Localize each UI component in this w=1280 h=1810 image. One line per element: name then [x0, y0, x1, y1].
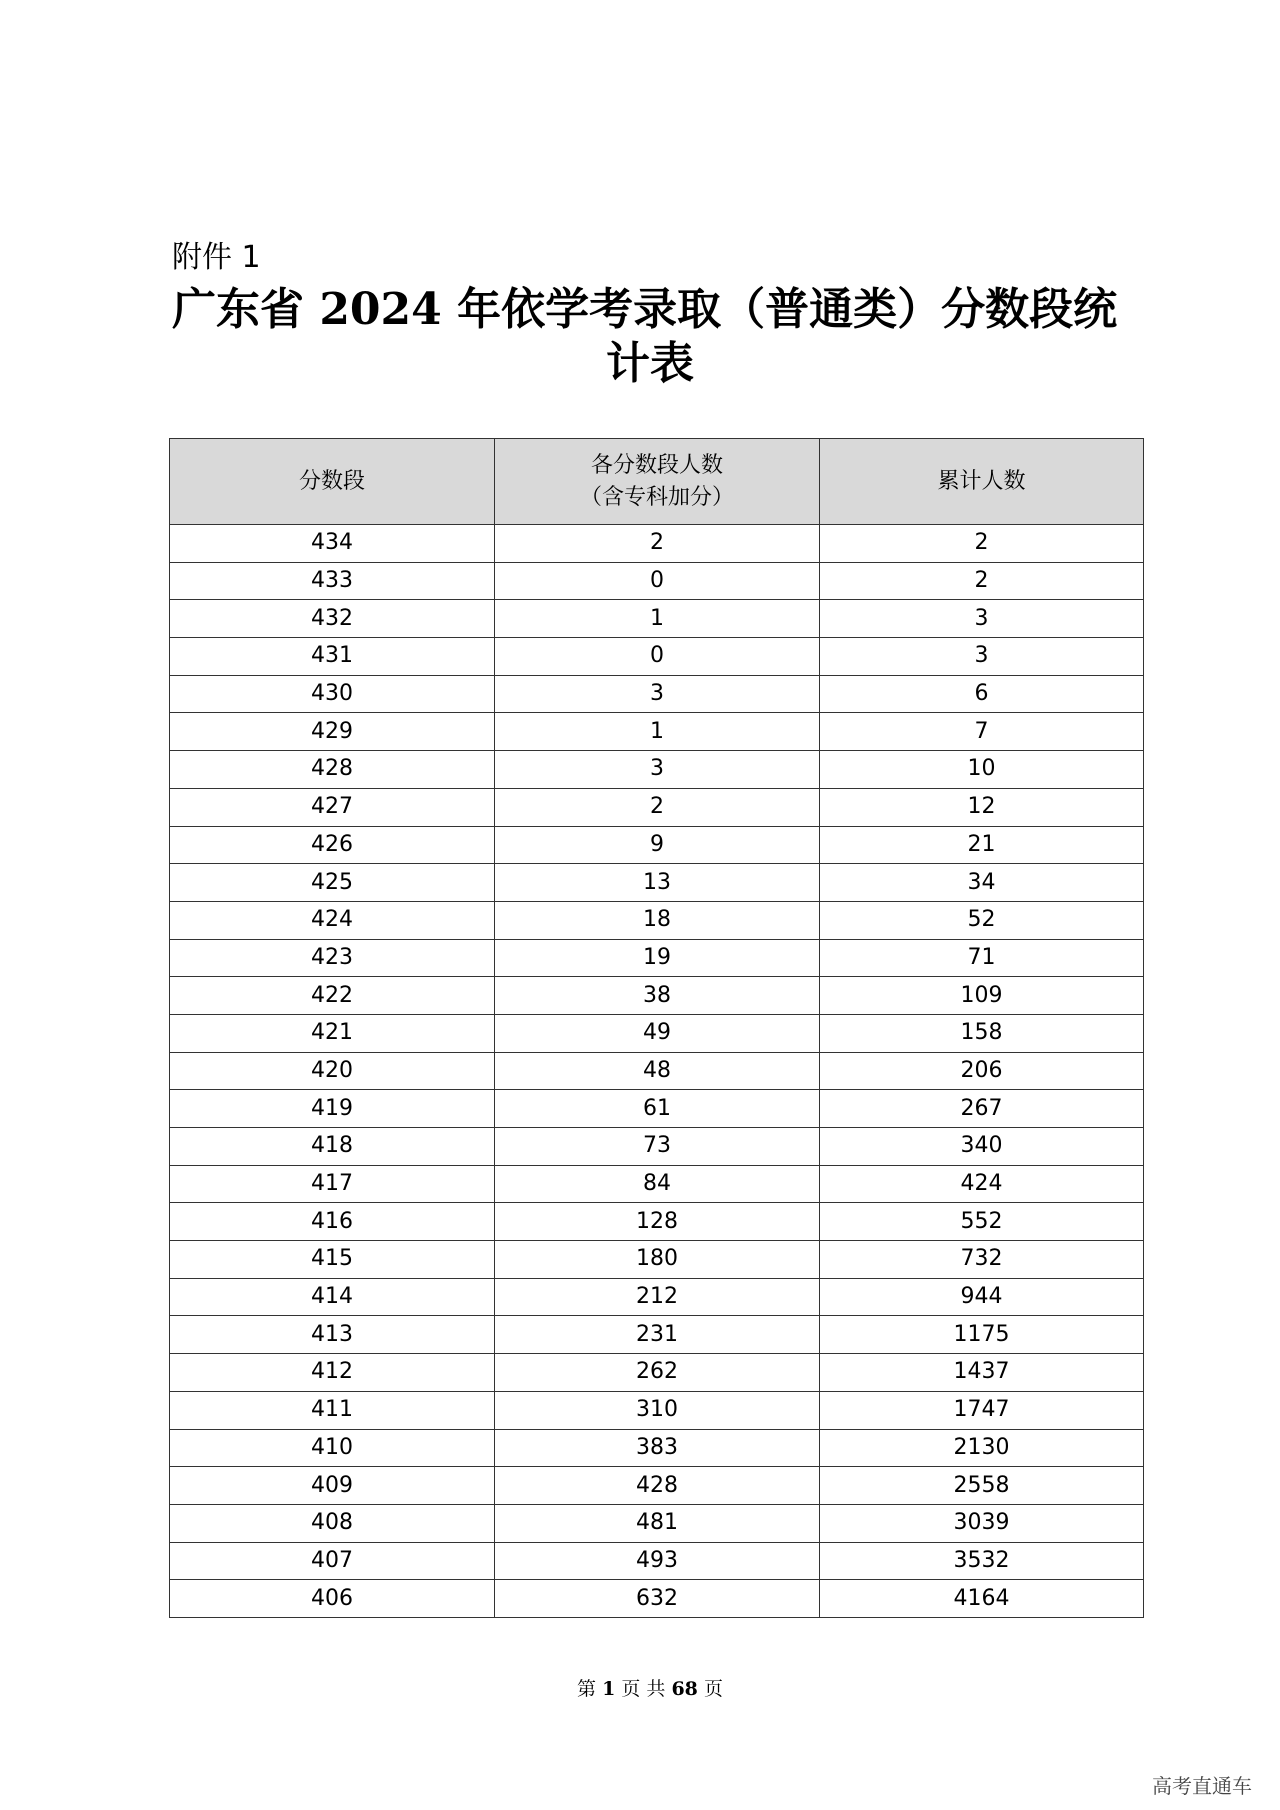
table-row — [170, 1203, 1144, 1241]
table-header-row — [170, 439, 1144, 525]
cell-count: 38 — [495, 977, 820, 1015]
cell-count: 49 — [495, 1014, 820, 1052]
cell-score: 427 — [170, 788, 495, 826]
cell-cumulative: 552 — [820, 1203, 1144, 1241]
cell-cumulative: 1437 — [820, 1354, 1144, 1392]
table-row — [170, 1090, 1144, 1128]
cell-score: 430 — [170, 675, 495, 713]
watermark-text: 高考直通车 — [1152, 1774, 1252, 1798]
cell-score: 431 — [170, 638, 495, 676]
cell-cumulative: 109 — [820, 977, 1144, 1015]
cell-cumulative: 6 — [820, 675, 1144, 713]
cell-cumulative: 732 — [820, 1241, 1144, 1279]
cell-count: 212 — [495, 1278, 820, 1316]
table-row — [170, 751, 1144, 789]
table-row — [170, 1580, 1144, 1618]
cell-score: 416 — [170, 1203, 495, 1241]
cell-count: 48 — [495, 1052, 820, 1090]
cell-score: 420 — [170, 1052, 495, 1090]
footer-total-pages: 68 — [671, 1678, 698, 1700]
table-row — [170, 1165, 1144, 1203]
header-cumulative-count: 累计人数 — [820, 439, 1144, 525]
cell-count: 73 — [495, 1128, 820, 1166]
cell-score: 421 — [170, 1014, 495, 1052]
cell-cumulative: 21 — [820, 826, 1144, 864]
cell-count: 0 — [495, 638, 820, 676]
cell-cumulative: 2130 — [820, 1429, 1144, 1467]
table-row — [170, 1429, 1144, 1467]
cell-count: 128 — [495, 1203, 820, 1241]
cell-cumulative: 2 — [820, 562, 1144, 600]
cell-cumulative: 3039 — [820, 1504, 1144, 1542]
cell-score: 409 — [170, 1467, 495, 1505]
cell-cumulative: 1747 — [820, 1391, 1144, 1429]
cell-score: 414 — [170, 1278, 495, 1316]
table-row — [170, 1504, 1144, 1542]
cell-cumulative: 3 — [820, 600, 1144, 638]
table-row — [170, 1128, 1144, 1166]
cell-score: 417 — [170, 1165, 495, 1203]
header-count-line-2: （含专科加分） — [579, 484, 734, 510]
cell-cumulative: 944 — [820, 1278, 1144, 1316]
cell-count: 2 — [495, 525, 820, 563]
cell-cumulative: 34 — [820, 864, 1144, 902]
cell-count: 13 — [495, 864, 820, 902]
table-row — [170, 864, 1144, 902]
cell-cumulative: 267 — [820, 1090, 1144, 1128]
table-row — [170, 1052, 1144, 1090]
table-row — [170, 901, 1144, 939]
cell-score: 418 — [170, 1128, 495, 1166]
cell-score: 411 — [170, 1391, 495, 1429]
cell-cumulative: 7 — [820, 713, 1144, 751]
cell-count: 84 — [495, 1165, 820, 1203]
cell-cumulative: 2 — [820, 525, 1144, 563]
cell-count: 1 — [495, 600, 820, 638]
cell-cumulative: 3532 — [820, 1542, 1144, 1580]
cell-score: 425 — [170, 864, 495, 902]
table-row — [170, 1391, 1144, 1429]
cell-count: 481 — [495, 1504, 820, 1542]
cell-cumulative: 340 — [820, 1128, 1144, 1166]
cell-cumulative: 424 — [820, 1165, 1144, 1203]
cell-cumulative: 12 — [820, 788, 1144, 826]
cell-cumulative: 3 — [820, 638, 1144, 676]
table-row — [170, 525, 1144, 563]
cell-cumulative: 1175 — [820, 1316, 1144, 1354]
cell-score: 433 — [170, 562, 495, 600]
table-row — [170, 1467, 1144, 1505]
cell-score: 406 — [170, 1580, 495, 1618]
table-row — [170, 562, 1144, 600]
table-row — [170, 675, 1144, 713]
header-count-line-1: 各分数段人数 — [590, 452, 723, 478]
cell-score: 413 — [170, 1316, 495, 1354]
score-distribution-table — [169, 438, 1144, 1618]
cell-cumulative: 2558 — [820, 1467, 1144, 1505]
attachment-label: 附件 1 — [172, 240, 261, 275]
cell-count: 1 — [495, 713, 820, 751]
cell-score: 428 — [170, 751, 495, 789]
cell-score: 432 — [170, 600, 495, 638]
table-row — [170, 1542, 1144, 1580]
page-title — [160, 283, 1140, 391]
cell-score: 407 — [170, 1542, 495, 1580]
cell-score: 410 — [170, 1429, 495, 1467]
cell-count: 428 — [495, 1467, 820, 1505]
cell-count: 19 — [495, 939, 820, 977]
table-row — [170, 977, 1144, 1015]
cell-score: 434 — [170, 525, 495, 563]
footer-prefix: 第 — [577, 1678, 597, 1700]
cell-count: 0 — [495, 562, 820, 600]
cell-cumulative: 52 — [820, 901, 1144, 939]
table-row — [170, 713, 1144, 751]
cell-score: 419 — [170, 1090, 495, 1128]
cell-count: 3 — [495, 675, 820, 713]
title-line-2: 计表 — [606, 338, 694, 389]
cell-cumulative: 158 — [820, 1014, 1144, 1052]
footer-middle: 页 共 — [621, 1678, 666, 1700]
table-row — [170, 1014, 1144, 1052]
cell-count: 3 — [495, 751, 820, 789]
cell-score: 408 — [170, 1504, 495, 1542]
table-row — [170, 788, 1144, 826]
footer-page-number: 1 — [602, 1678, 616, 1700]
cell-count: 383 — [495, 1429, 820, 1467]
cell-count: 262 — [495, 1354, 820, 1392]
header-count-per-range — [495, 439, 820, 525]
table-row — [170, 826, 1144, 864]
cell-count: 493 — [495, 1542, 820, 1580]
table-row — [170, 1316, 1144, 1354]
cell-score: 412 — [170, 1354, 495, 1392]
cell-count: 310 — [495, 1391, 820, 1429]
cell-cumulative: 71 — [820, 939, 1144, 977]
table-row — [170, 638, 1144, 676]
cell-score: 424 — [170, 901, 495, 939]
table-row — [170, 939, 1144, 977]
cell-score: 422 — [170, 977, 495, 1015]
cell-score: 426 — [170, 826, 495, 864]
header-score-range: 分数段 — [170, 439, 495, 525]
table-row — [170, 1278, 1144, 1316]
page-footer — [0, 1676, 1280, 1702]
footer-suffix: 页 — [703, 1678, 723, 1700]
cell-score: 423 — [170, 939, 495, 977]
cell-score: 429 — [170, 713, 495, 751]
table-row — [170, 600, 1144, 638]
table-body — [170, 525, 1144, 1618]
cell-count: 18 — [495, 901, 820, 939]
table-row — [170, 1241, 1144, 1279]
cell-count: 61 — [495, 1090, 820, 1128]
cell-cumulative: 4164 — [820, 1580, 1144, 1618]
cell-count: 2 — [495, 788, 820, 826]
cell-count: 632 — [495, 1580, 820, 1618]
cell-cumulative: 10 — [820, 751, 1144, 789]
cell-count: 9 — [495, 826, 820, 864]
cell-score: 415 — [170, 1241, 495, 1279]
title-line-1: 广东省 2024 年依学考录取（普通类）分数段统 — [172, 284, 1118, 335]
cell-cumulative: 206 — [820, 1052, 1144, 1090]
cell-count: 231 — [495, 1316, 820, 1354]
table-row — [170, 1354, 1144, 1392]
cell-count: 180 — [495, 1241, 820, 1279]
